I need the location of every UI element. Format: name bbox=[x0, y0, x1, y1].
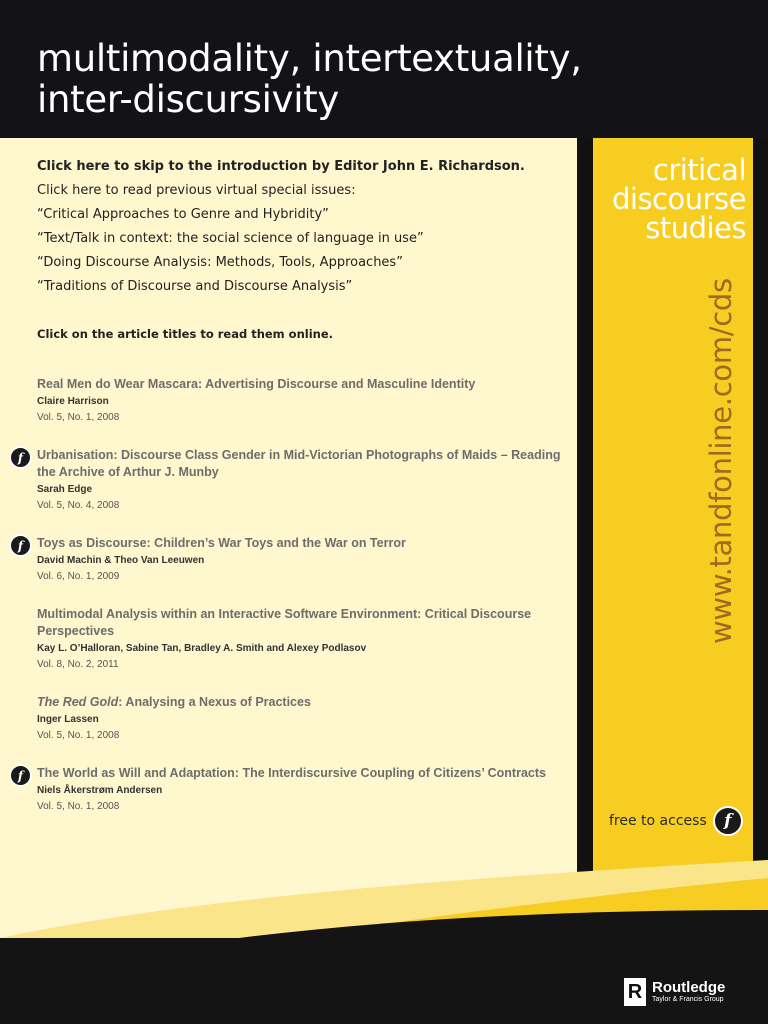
page-title bbox=[37, 38, 582, 120]
article-title-link[interactable]: Real Men do Wear Mascara: Advertising Discourse and Masculine Identity bbox=[37, 377, 476, 391]
article-title-link[interactable] bbox=[37, 694, 567, 711]
free-access-icon: f bbox=[713, 806, 743, 836]
article-title-italic: The Red Gold bbox=[37, 695, 119, 709]
article-item bbox=[17, 447, 567, 514]
article-title-link[interactable]: Urbanisation: Discourse Class Gender in Mid-Victorian Photographs of Maids – Reading the Archive of Arthur J. Munby bbox=[37, 448, 561, 479]
article-volume: Vol. 5, No. 1, 2008 bbox=[37, 730, 120, 741]
free-to-access-label bbox=[609, 806, 743, 836]
header-banner bbox=[0, 0, 768, 138]
journal-name-line: discourse bbox=[611, 182, 746, 216]
publisher-group: Taylor & Francis Group bbox=[652, 995, 724, 1003]
free-access-icon: f bbox=[9, 764, 32, 787]
journal-name-line: critical bbox=[652, 153, 746, 187]
free-access-icon: f bbox=[9, 446, 32, 469]
article-volume: Vol. 6, No. 1, 2009 bbox=[37, 571, 120, 582]
article-author: Inger Lassen bbox=[37, 714, 99, 725]
article-author: Niels Åkerstrøm Andersen bbox=[37, 785, 163, 796]
previous-issues-label[interactable]: Click here to read previous virtual special issues: bbox=[37, 183, 356, 198]
article-item bbox=[17, 535, 567, 585]
previous-issue-link[interactable]: “Text/Talk in context: the social science of language in use” bbox=[37, 231, 424, 246]
article-author: Claire Harrison bbox=[37, 396, 109, 407]
publisher-name: Routledge bbox=[652, 978, 726, 996]
routledge-icon: R bbox=[624, 978, 646, 1006]
article-volume: Vol. 5, No. 1, 2008 bbox=[37, 412, 120, 423]
previous-issue-link[interactable]: “Doing Discourse Analysis: Methods, Tools, Approaches” bbox=[37, 255, 403, 270]
free-access-icon: f bbox=[9, 534, 32, 557]
article-title-link[interactable]: Multimodal Analysis within an Interactive Software Environment: Critical Discourse Perspectives bbox=[37, 607, 532, 638]
article-item bbox=[37, 376, 567, 426]
article-author: Kay L. O’Halloran, Sabine Tan, Bradley A. Smith and Alexey Podlasov bbox=[37, 643, 367, 654]
free-to-access-text: free to access bbox=[609, 813, 707, 829]
article-volume: Vol. 5, No. 1, 2008 bbox=[37, 801, 120, 812]
article-item bbox=[37, 606, 567, 673]
article-volume: Vol. 5, No. 4, 2008 bbox=[37, 500, 120, 511]
article-item bbox=[37, 694, 567, 744]
title-line-2: inter-discursivity bbox=[37, 78, 339, 121]
title-line-1: multimodality, intertextuality, bbox=[37, 37, 582, 80]
article-title-link[interactable]: The World as Will and Adaptation: The Interdiscursive Coupling of Citizens’ Contracts bbox=[37, 766, 546, 780]
journal-name-line: studies bbox=[645, 211, 746, 245]
skip-intro-link[interactable]: Click here to skip to the introduction by Editor John E. Richardson. bbox=[37, 159, 525, 174]
publisher-logo bbox=[624, 978, 725, 1006]
article-author: David Machin & Theo Van Leeuwen bbox=[37, 555, 205, 566]
article-instructions: Click on the article titles to read them online. bbox=[37, 327, 333, 341]
article-author: Sarah Edge bbox=[37, 484, 93, 495]
previous-issue-link[interactable]: “Traditions of Discourse and Discourse Analysis” bbox=[37, 279, 353, 294]
article-title-rest: : Analysing a Nexus of Practices bbox=[118, 695, 311, 709]
article-item bbox=[17, 765, 567, 815]
article-title-link[interactable]: Toys as Discourse: Children’s War Toys and the War on Terror bbox=[37, 536, 406, 550]
intro-section bbox=[37, 155, 525, 299]
article-volume: Vol. 8, No. 2, 2011 bbox=[37, 659, 119, 670]
journal-url-link[interactable]: www.tandfonline.com/cds bbox=[704, 278, 738, 644]
previous-issue-link[interactable]: “Critical Approaches to Genre and Hybridity” bbox=[37, 207, 329, 222]
journal-name bbox=[611, 153, 746, 245]
